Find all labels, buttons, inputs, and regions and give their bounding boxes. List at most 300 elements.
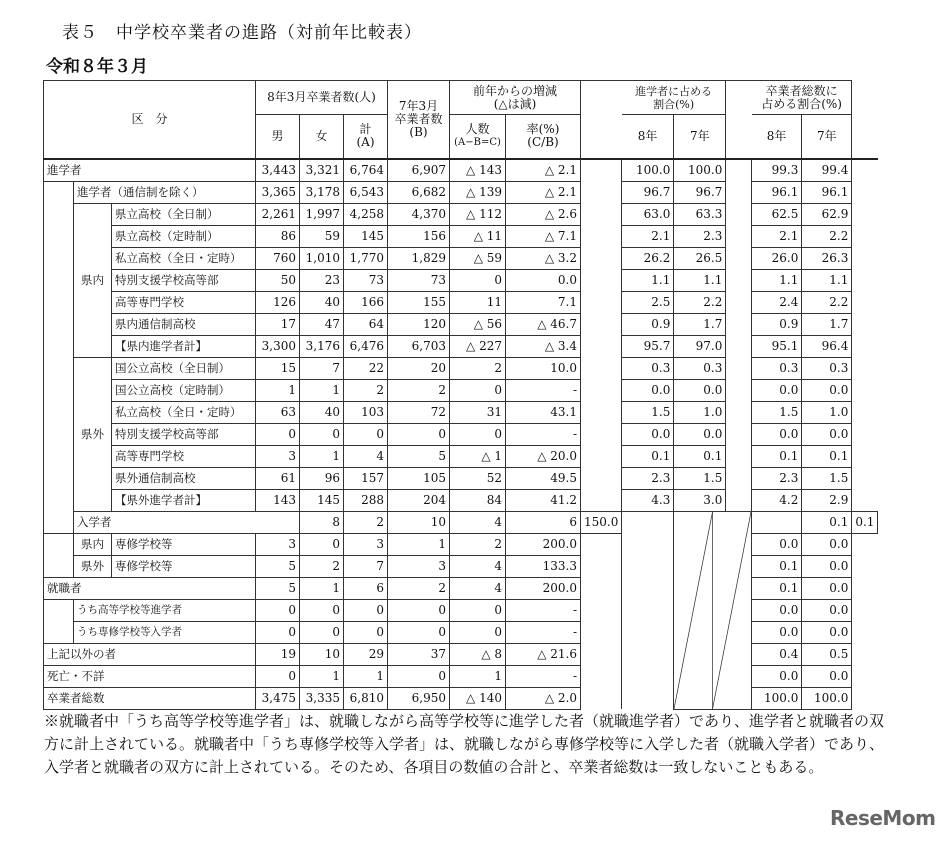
table-cell: 1	[388, 533, 450, 555]
table-cell: 1.5	[674, 467, 726, 489]
table-cell: 4	[450, 511, 506, 533]
table-cell: 0.1	[752, 555, 802, 577]
table-cell: 3,443	[256, 159, 300, 182]
header-male: 男	[256, 115, 300, 159]
spacer-cell	[726, 247, 752, 269]
table-cell: 卒業者総数	[44, 687, 256, 709]
table-cell: 県外	[74, 555, 112, 577]
table-row	[44, 291, 878, 313]
table-cell: 0.4	[752, 643, 802, 665]
table-cell: 進学者（通信制を除く）	[74, 181, 256, 203]
spacer-cell	[581, 423, 622, 445]
table-cell: △ 21.6	[506, 643, 581, 665]
table-cell: 0.9	[752, 313, 802, 335]
table-cell: -	[506, 621, 581, 643]
table-cell: 3,335	[300, 687, 344, 709]
table-cell: 3	[256, 445, 300, 467]
header-grad-y7: 7年	[802, 115, 852, 159]
spacer-cell	[581, 577, 622, 599]
table-cell: 100.0	[622, 159, 674, 182]
table-cell: 1	[300, 665, 344, 687]
header-adv-y8: 8年	[622, 115, 674, 159]
spacer-cell	[726, 467, 752, 489]
table-subtitle: 令和８年３月	[46, 57, 148, 77]
table-cell: 10.0	[506, 357, 581, 379]
table-cell: 4	[344, 445, 388, 467]
table-cell: 1.0	[674, 401, 726, 423]
table-cell: 145	[300, 489, 344, 511]
table-cell: 国公立高校（全日制）	[112, 357, 256, 379]
table-cell: 84	[450, 489, 506, 511]
spacer-cell	[581, 533, 622, 555]
table-cell: 0	[256, 621, 300, 643]
spacer-cell	[622, 511, 674, 533]
header-persons: 人数 (A−B=C)	[450, 115, 506, 159]
table-title: 表５ 中学校卒業者の進路（対前年比較表）	[62, 23, 422, 43]
table-cell: 133.3	[506, 555, 581, 577]
table-cell: 26.3	[802, 247, 852, 269]
table-cell: 県外通信制高校	[112, 467, 256, 489]
table-cell: 15	[256, 357, 300, 379]
table-cell: 3,178	[300, 181, 344, 203]
table-cell: 0.0	[802, 599, 852, 621]
table-cell: 49.5	[506, 467, 581, 489]
table-cell: 0.5	[802, 643, 852, 665]
table-cell: 1	[300, 577, 344, 599]
spacer-cell	[581, 181, 622, 203]
spacer-cell	[581, 379, 622, 401]
spacer-cell	[581, 313, 622, 335]
table-cell: 1	[344, 665, 388, 687]
table-row	[44, 269, 878, 291]
table-cell: 進学者	[44, 159, 256, 182]
spacer-cell	[581, 269, 622, 291]
table-cell: △ 3.2	[506, 247, 581, 269]
spacer-cell	[726, 401, 752, 423]
table-cell: 17	[256, 313, 300, 335]
table-cell: 高等専門学校	[112, 291, 256, 313]
table-cell: 2.3	[674, 225, 726, 247]
table-row	[44, 335, 878, 357]
spacer-cell	[726, 335, 752, 357]
table-cell: 157	[344, 467, 388, 489]
table-cell: 50	[256, 269, 300, 291]
table-cell: 2.3	[752, 467, 802, 489]
table-cell: 26.2	[622, 247, 674, 269]
table-cell: 2.9	[802, 489, 852, 511]
table-cell: 1.7	[674, 313, 726, 335]
spacer-cell	[622, 577, 674, 599]
table-cell: 3	[344, 533, 388, 555]
spacer-cell	[581, 687, 622, 709]
table-cell: 96.7	[622, 181, 674, 203]
table-cell: 0.1	[752, 577, 802, 599]
header-grad8: 8年3月卒業者数(人)	[256, 81, 388, 115]
table-cell: 国公立高校（定時制）	[112, 379, 256, 401]
table-cell: 特別支援学校高等部	[112, 423, 256, 445]
table-cell: 23	[300, 269, 344, 291]
header-rate: 率(%) (C/B)	[506, 115, 581, 159]
table-cell: 0.0	[752, 621, 802, 643]
table-cell: △ 3.4	[506, 335, 581, 357]
header-adv-y7: 7年	[674, 115, 726, 159]
table-body	[44, 159, 878, 710]
header-change: 前年からの増減 (△は減)	[450, 81, 581, 115]
header-gap-1	[581, 81, 622, 159]
table-cell: 200.0	[506, 533, 581, 555]
table-row	[44, 467, 878, 489]
spacer-cell	[622, 643, 674, 665]
spacer-cell	[581, 225, 622, 247]
table-cell: -	[506, 665, 581, 687]
table-cell: 就職者	[44, 577, 256, 599]
table-cell: 63.0	[622, 203, 674, 225]
table-cell: 0.3	[752, 357, 802, 379]
table-cell: うち専修学校等入学者	[74, 621, 256, 643]
table-cell: 1,010	[300, 247, 344, 269]
table-cell: 64	[344, 313, 388, 335]
spacer-cell	[581, 159, 622, 182]
table-cell: 0	[344, 423, 388, 445]
footnote: ※就職者中「うち高等学校等進学者」は、就職しながら高等学校等に進学した者（就職進学者）であり、進学者と就職者の双方に計上されている。就職者中「うち専修学校等入学者」は、就職しながら専修学校等に入学した者（就職入学者）であり、入学者と就職者の双方に計上されている。そのため、各項目の数値の合計と、卒業者総数は一致しないこともある。	[44, 712, 885, 776]
table-row	[44, 423, 878, 445]
table-cell: 95.1	[752, 335, 802, 357]
spacer-cell	[726, 203, 752, 225]
table-cell: 3	[388, 555, 450, 577]
table-cell: 4.2	[752, 489, 802, 511]
table-cell: 4.3	[622, 489, 674, 511]
table-cell: 0.0	[802, 577, 852, 599]
career-table	[43, 80, 878, 710]
table-cell: 2.2	[674, 291, 726, 313]
spacer-cell	[726, 357, 752, 379]
table-cell: 6,543	[344, 181, 388, 203]
table-cell: 死亡・不詳	[44, 665, 256, 687]
header-kubun: 区 分	[44, 81, 256, 159]
table-cell: 0.1	[802, 445, 852, 467]
table-cell: 100.0	[802, 687, 852, 709]
spacer-cell	[726, 225, 752, 247]
table-cell: 73	[388, 269, 450, 291]
table-row	[44, 181, 878, 203]
table-cell: 0.0	[802, 533, 852, 555]
table-cell: 4	[450, 555, 506, 577]
spacer-cell	[622, 599, 674, 621]
table-cell: 3,365	[256, 181, 300, 203]
table-cell: 63.3	[674, 203, 726, 225]
table-cell: -	[506, 599, 581, 621]
table-cell: 0.1	[674, 445, 726, 467]
table-cell: 47	[300, 313, 344, 335]
table-cell: △ 11	[450, 225, 506, 247]
table-cell: 2	[450, 357, 506, 379]
table-cell: 0.0	[752, 665, 802, 687]
table-cell: 8	[300, 511, 344, 533]
spacer-cell	[622, 621, 674, 643]
table-cell: 2,261	[256, 203, 300, 225]
table-row	[44, 357, 878, 379]
table-cell: 2.4	[752, 291, 802, 313]
spacer-cell	[726, 489, 752, 511]
table-cell: 0	[450, 621, 506, 643]
table-row	[44, 203, 878, 225]
table-cell: 99.3	[752, 159, 802, 182]
spacer-cell	[726, 423, 752, 445]
group-kennai: 県内	[74, 203, 112, 357]
table-cell: 1	[300, 379, 344, 401]
table-cell: △ 20.0	[506, 445, 581, 467]
table-cell: 上記以外の者	[44, 643, 256, 665]
table-cell: 52	[450, 467, 506, 489]
table-cell: 6,703	[388, 335, 450, 357]
table-cell	[44, 599, 74, 643]
table-cell: 145	[344, 225, 388, 247]
table-row	[44, 313, 878, 335]
table-cell: 37	[388, 643, 450, 665]
table-cell: △ 8	[450, 643, 506, 665]
table-cell: 0	[344, 599, 388, 621]
table-cell: △ 46.7	[506, 313, 581, 335]
table-cell: 6,907	[388, 159, 450, 182]
spacer-cell	[726, 379, 752, 401]
table-cell: 1.1	[674, 269, 726, 291]
not-applicable-cell	[674, 511, 752, 709]
table-cell: △ 2.1	[506, 159, 581, 182]
table-cell: △ 2.1	[506, 181, 581, 203]
table-cell: △ 59	[450, 247, 506, 269]
table-cell: 1	[450, 665, 506, 687]
table-cell: 【県内進学者計】	[112, 335, 256, 357]
table-cell: 7.1	[506, 291, 581, 313]
table-cell: 6,476	[344, 335, 388, 357]
table-cell: -	[506, 379, 581, 401]
table-cell: 1	[300, 445, 344, 467]
table-cell: 6,764	[344, 159, 388, 182]
table-cell: 156	[388, 225, 450, 247]
table-cell: 0.0	[622, 423, 674, 445]
spacer-cell	[726, 269, 752, 291]
table-cell: 0.0	[752, 599, 802, 621]
spacer-cell	[581, 203, 622, 225]
table-cell: 166	[344, 291, 388, 313]
table-cell: 2.1	[752, 225, 802, 247]
table-cell: 1.0	[802, 401, 852, 423]
table-row	[44, 159, 878, 182]
table-row	[44, 577, 878, 599]
table-row	[44, 445, 878, 467]
table-cell: 県立高校（全日制）	[112, 203, 256, 225]
table-cell: 96.1	[752, 181, 802, 203]
table-cell: 0.1	[752, 445, 802, 467]
table-cell: 103	[344, 401, 388, 423]
table-cell: 7	[344, 555, 388, 577]
table-cell: 0.0	[752, 379, 802, 401]
table-cell: 105	[388, 467, 450, 489]
table-cell: 120	[388, 313, 450, 335]
table-cell	[44, 533, 74, 577]
table-cell: 59	[300, 225, 344, 247]
table-cell: 【県外進学者計】	[112, 489, 256, 511]
table-cell: 0.3	[674, 357, 726, 379]
table-cell: 63	[256, 401, 300, 423]
header-grad7: 7年3月 卒業者数 (B)	[388, 81, 450, 159]
table-row	[44, 533, 878, 555]
table-cell: 0	[388, 599, 450, 621]
spacer-cell	[726, 313, 752, 335]
table-cell: 40	[300, 291, 344, 313]
table-cell: 10	[300, 643, 344, 665]
header-female: 女	[300, 115, 344, 159]
table-cell: 2.1	[622, 225, 674, 247]
table-cell: 2.5	[622, 291, 674, 313]
spacer-cell	[726, 159, 752, 182]
table-cell: 6	[344, 577, 388, 599]
table-cell: 19	[256, 643, 300, 665]
spacer-cell	[581, 291, 622, 313]
header-gap-2	[726, 81, 752, 159]
table-row	[44, 81, 878, 115]
table-cell: 26.0	[752, 247, 802, 269]
spacer-cell	[581, 445, 622, 467]
table-cell: 0	[256, 599, 300, 621]
table-cell: 私立高校（全日・定時）	[112, 247, 256, 269]
table-cell: 0	[256, 665, 300, 687]
table-cell: 100.0	[752, 687, 802, 709]
table-cell: 7	[300, 357, 344, 379]
table-cell: 0.1	[802, 511, 852, 533]
table-cell: 高等専門学校	[112, 445, 256, 467]
table-cell: 62.5	[752, 203, 802, 225]
table-cell: 100.0	[674, 159, 726, 182]
table-row	[44, 555, 878, 577]
table-cell: 61	[256, 467, 300, 489]
table-cell: 73	[344, 269, 388, 291]
table-cell: 1,770	[344, 247, 388, 269]
header-adv-share: 進学者に占める 割合(%)	[622, 81, 726, 115]
spacer-cell	[726, 445, 752, 467]
spacer-cell	[581, 357, 622, 379]
table-cell: 126	[256, 291, 300, 313]
table-cell: 2.2	[802, 291, 852, 313]
table-row	[44, 489, 878, 511]
table-row	[44, 621, 878, 643]
table-cell: 1.1	[802, 269, 852, 291]
table-cell: 0	[388, 621, 450, 643]
table-cell: 2	[388, 577, 450, 599]
table-cell: 22	[344, 357, 388, 379]
table-cell: 0	[388, 665, 450, 687]
table-cell: 特別支援学校高等部	[112, 269, 256, 291]
table-cell: 1,997	[300, 203, 344, 225]
spacer-cell	[581, 621, 622, 643]
table-cell: 288	[344, 489, 388, 511]
table-cell: 0	[450, 269, 506, 291]
resemom-logo: ReseMom	[830, 806, 936, 830]
table-cell: 95.7	[622, 335, 674, 357]
table-cell: 県立高校（定時制）	[112, 225, 256, 247]
table-cell: 0	[450, 379, 506, 401]
table-cell: 0.0	[802, 621, 852, 643]
table-cell: 2	[450, 533, 506, 555]
table-cell: 0	[388, 423, 450, 445]
table-cell: 5	[256, 555, 300, 577]
spacer-cell	[581, 335, 622, 357]
table-cell: △ 7.1	[506, 225, 581, 247]
spacer-cell	[622, 665, 674, 687]
table-cell: 4	[450, 577, 506, 599]
table-cell: 0	[450, 423, 506, 445]
spacer-cell	[752, 511, 802, 533]
table-cell: 県内	[74, 533, 112, 555]
table-cell: 97.0	[674, 335, 726, 357]
table-cell: 31	[450, 401, 506, 423]
table-cell: 41.2	[506, 489, 581, 511]
table-cell: 0	[300, 621, 344, 643]
table-cell: 0.0	[674, 423, 726, 445]
table-cell: 200.0	[506, 577, 581, 599]
table-cell: 0	[300, 599, 344, 621]
spacer-cell	[581, 489, 622, 511]
spacer-cell	[622, 533, 674, 555]
table-cell: 0.0	[506, 269, 581, 291]
table-cell: 96	[300, 467, 344, 489]
table-cell: 5	[388, 445, 450, 467]
table-cell: 0.1	[852, 511, 878, 533]
table-cell: 0.0	[802, 379, 852, 401]
table-cell: 6,810	[344, 687, 388, 709]
table-cell: △ 140	[450, 687, 506, 709]
table-cell: 0.0	[802, 423, 852, 445]
table-cell: 2	[388, 379, 450, 401]
table-cell: 2	[344, 379, 388, 401]
table-cell: 0.0	[752, 533, 802, 555]
table-cell: 入学者	[74, 511, 300, 533]
table-cell: 5	[256, 577, 300, 599]
table-cell: 2	[344, 511, 388, 533]
table-cell: 1.1	[622, 269, 674, 291]
table-cell: 204	[388, 489, 450, 511]
spacer-cell	[622, 555, 674, 577]
table-cell: 40	[300, 401, 344, 423]
table-cell: 1.1	[752, 269, 802, 291]
table-cell: 86	[256, 225, 300, 247]
table-cell: △ 143	[450, 159, 506, 182]
header-grad-y8: 8年	[752, 115, 802, 159]
table-row	[44, 511, 878, 533]
table-cell: 2.2	[802, 225, 852, 247]
spacer-cell	[581, 247, 622, 269]
header-total: 計 (A)	[344, 115, 388, 159]
table-cell: 1.5	[802, 467, 852, 489]
spacer-cell	[581, 467, 622, 489]
table-cell: 3,475	[256, 687, 300, 709]
table-cell: 専修学校等	[112, 533, 256, 555]
table-cell: △ 2.6	[506, 203, 581, 225]
table-cell: 96.7	[674, 181, 726, 203]
table-cell: 6	[506, 511, 581, 533]
table-cell: 3.0	[674, 489, 726, 511]
table-cell: 0.3	[802, 357, 852, 379]
table-cell: 26.5	[674, 247, 726, 269]
table-row	[44, 687, 878, 709]
table-cell: 20	[388, 357, 450, 379]
table-cell: 私立高校（全日・定時）	[112, 401, 256, 423]
table-cell: 県内通信制高校	[112, 313, 256, 335]
spacer-cell	[726, 181, 752, 203]
table-cell: 43.1	[506, 401, 581, 423]
table-cell: 150.0	[581, 511, 622, 533]
table-cell: △ 227	[450, 335, 506, 357]
